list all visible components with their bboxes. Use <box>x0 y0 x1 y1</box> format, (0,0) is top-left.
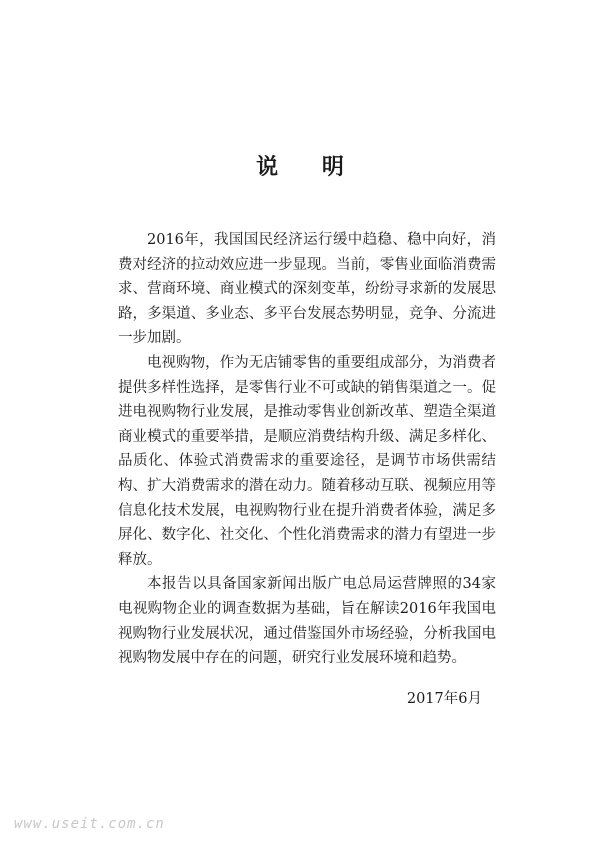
site-watermark: www.useit.com.cn <box>14 816 165 832</box>
paragraph-tv-shopping: 电视购物，作为无店铺零售的重要组成部分，为消费者提供多样性选择，是零售行业不可或缺的销售渠道之一。促进电视购物行业发展，是推动零售业创新改革、塑造全渠道商业模式的重要举措，是顺应消费结构升级、满足多样化、品质化、体验式消费需求的重要途径，是调节市场供需结构、扩大消费需求的潜在动力。随着移动互联、视频应用等信息化技术发展，电视购物行业在提升消费者体验，满足多屏化、数字化、社交化、个性化消费需求的潜力有望进一步释放。 <box>118 354 496 568</box>
paragraph-intro: 2016年，我国国民经济运行缓中趋稳、稳中向好，消费对经济的拉动效应进一步显现。当前，零售业面临消费需求、营商环境、商业模式的深刻变革，纷纷寻求新的发展思路，多渠道、多业态、多平台发展态势明显，竞争、分流进一步加剧。 <box>118 232 496 347</box>
document-body <box>118 228 496 711</box>
document-date: 2017年6月 <box>406 690 482 707</box>
page-title: 说 明 <box>256 154 362 180</box>
paragraph-report-scope: 本报告以具备国家新闻出版广电总局运营牌照的34家电视购物企业的调查数据为基础，旨在解读2016年我国电视购物行业发展状况，通过借鉴国外市场经验，分析我国电视购物发展中存在的问题，研究行业发展环境和趋势。 <box>118 576 496 667</box>
